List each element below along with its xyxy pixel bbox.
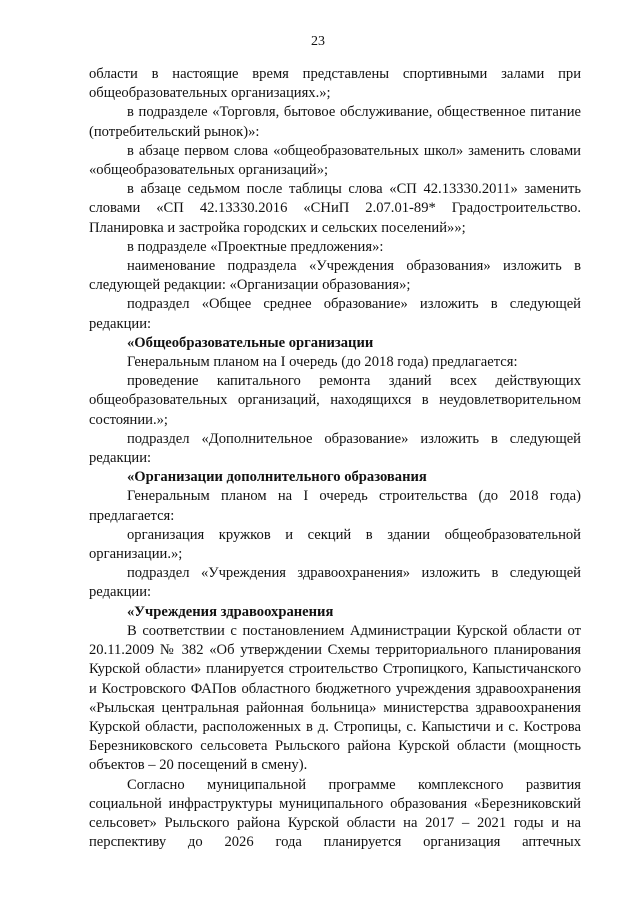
section-heading: «Общеобразовательные организации: [127, 334, 374, 351]
document-body: [89, 65, 581, 852]
paragraph: в подразделе «Торговля, бытовое обслуживание, общественное питание (потребительский рынок)»:: [89, 104, 581, 140]
paragraph: в абзаце первом слова «общеобразовательных школ» заменить словами «общеобразовательных организаций»;: [89, 142, 581, 179]
paragraph: В соответствии с постановлением Администрации Курской области от 20.11.2009 № 382 «Об утверждении Схемы территориального планирования Курской области» планируется строительство Стропицкого, Капыстичанского и Костровского ФАПов областного бюджетного учреждения здравоохранения «Рыльская центральная районная больница» министерства здравоохранения Курской области, расположенных в д. Стропицы, с. Капыстичи и с. Кострова Березниковского сельсовета Рыльского района Курской области (мощность объектов – 20 посещений в смену).: [89, 622, 581, 774]
section-heading: «Учреждения здравоохранения: [127, 603, 334, 620]
paragraph: проведение капитального ремонта зданий всех действующих общеобразовательных организаций, находящихся в неудовлетворительном состоянии.»;: [89, 373, 581, 428]
paragraph: организация кружков и секций в здании общеобразовательной организации.»;: [89, 526, 581, 563]
page-number: 23: [311, 34, 325, 49]
paragraph: области в настоящие время представлены спортивными залами при общеобразовательных организациях.»;: [89, 66, 581, 102]
section-heading: «Организации дополнительного образования: [127, 469, 427, 486]
paragraph: подраздел «Общее среднее образование» изложить в следующей редакции:: [89, 296, 581, 332]
paragraph: Генеральным планом на I очередь строительства (до 2018 года) предлагается:: [89, 488, 581, 524]
paragraph: подраздел «Дополнительное образование» изложить в следующей редакции:: [89, 430, 581, 467]
paragraph: Согласно муниципальной программе комплексного развития социальной инфраструктуры муниципального образования «Березниковский сельсовет» Рыльского района Курской области на 2017 – 2021 годы и на перспективу до 2026 года планируется организация аптечных: [89, 776, 581, 851]
paragraph: в подразделе «Проектные предложения»:: [127, 238, 384, 255]
paragraph: подраздел «Учреждения здравоохранения» изложить в следующей редакции:: [89, 565, 581, 601]
paragraph: наименование подраздела «Учреждения образования» изложить в следующей редакции: «Организации образования»;: [89, 258, 581, 294]
paragraph: в абзаце седьмом после таблицы слова «СП 42.13330.2011» заменить словами «СП 42.13330.2016 «СНиП 2.07.01-89* Градостроительство. Планировка и застройка городских и сельских поселений»»;: [89, 181, 581, 236]
paragraph: Генеральным планом на I очередь (до 2018 года) предлагается:: [127, 354, 518, 371]
